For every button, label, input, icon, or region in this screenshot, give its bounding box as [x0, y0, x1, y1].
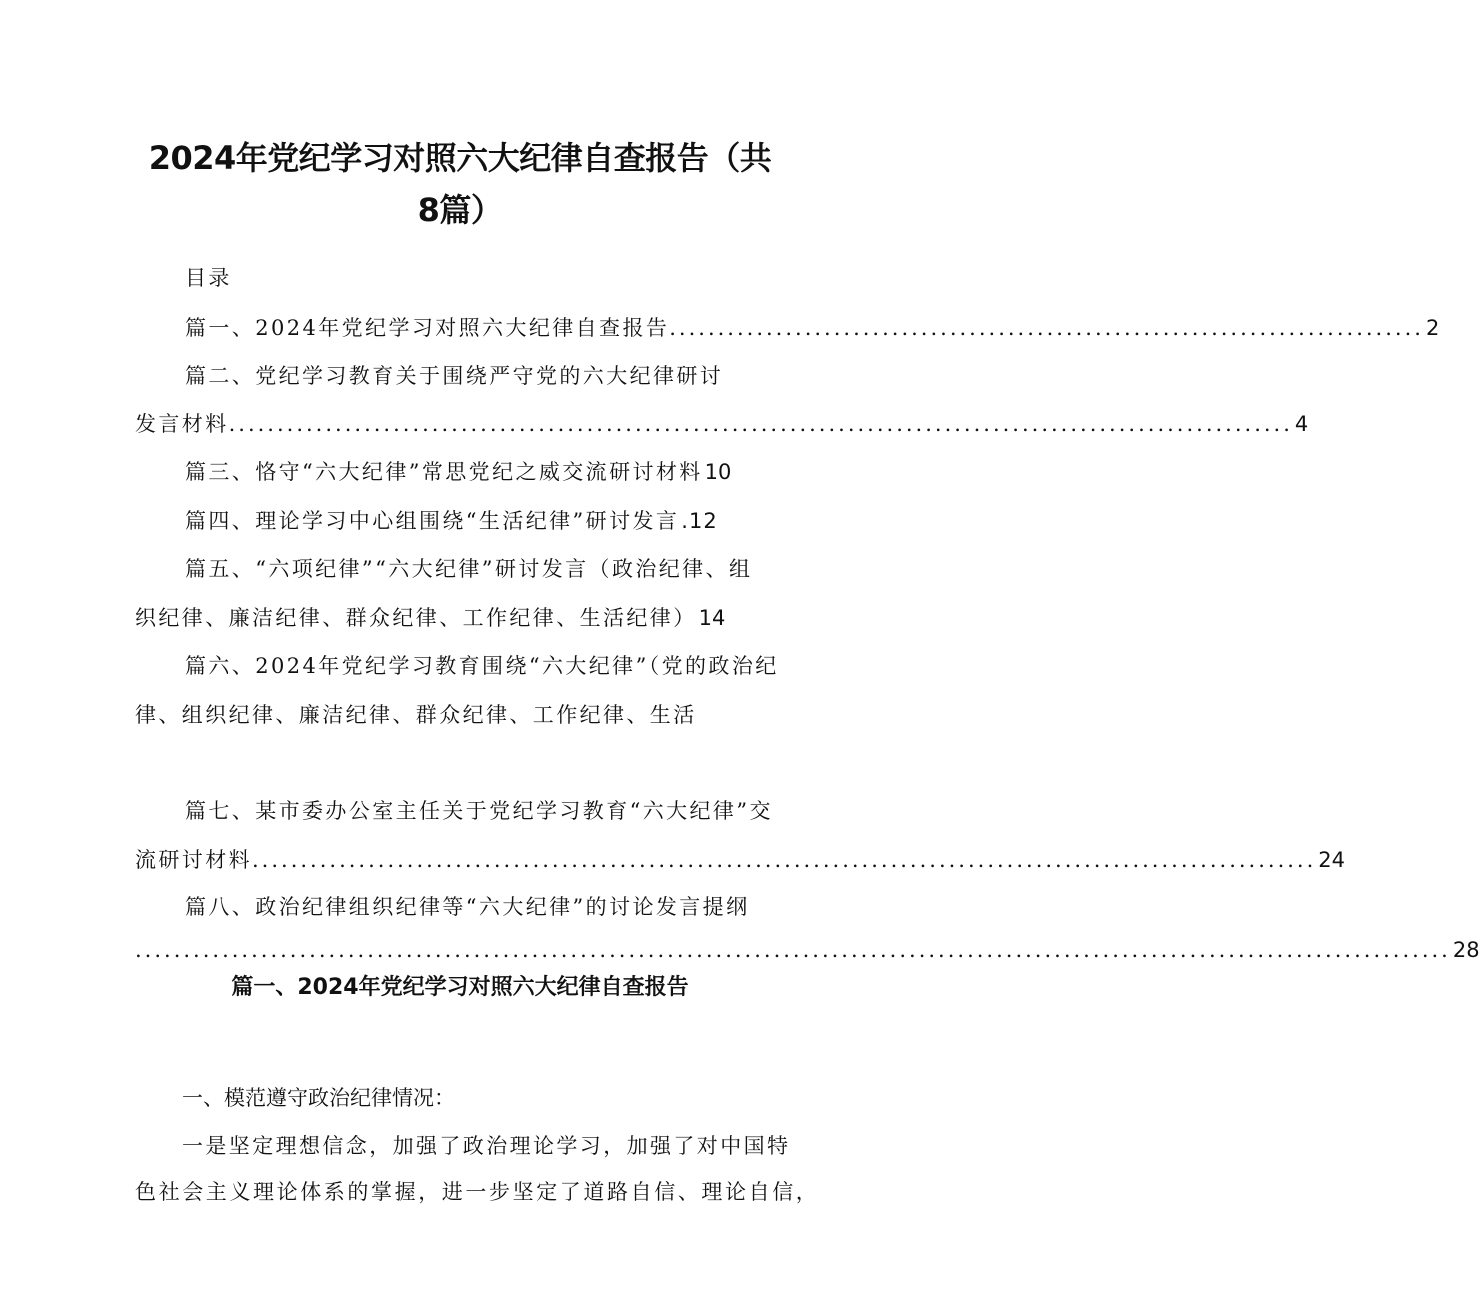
- toc-entry-5[interactable]: [135, 602, 725, 632]
- toc-leader-dots: ..............................................................................................................: [228, 412, 1293, 436]
- document-title: [140, 132, 780, 236]
- toc-entry-3[interactable]: [185, 456, 731, 486]
- section-heading: 篇一、2024年党纪学习对照六大纪律自查报告: [231, 975, 689, 1000]
- toc-entry-title: 篇四、理论学习中心组围绕“生活纪律”研讨发言: [185, 509, 680, 533]
- toc-leader-dots: ..............................................................................................................: [252, 848, 1317, 872]
- title-line-2: 8篇）: [417, 191, 503, 229]
- toc-page-number: 10: [704, 460, 732, 484]
- toc-entry-5-line-1[interactable]: 篇五、“六项纪律”“六大纪律”研讨发言（政治纪律、组: [185, 557, 753, 581]
- toc-entry-title: 织纪律、廉洁纪律、群众纪律、工作纪律、生活纪律）: [135, 606, 697, 630]
- toc-leader-dots: ..............................................................................: [669, 316, 1424, 340]
- toc-entry-title: 发言材料: [135, 412, 229, 436]
- toc-leader-dots: ........................................................................................................................................: [135, 938, 1451, 962]
- title-line-1: 2024年党纪学习对照六大纪律自查报告（共: [148, 139, 772, 177]
- toc-entry-title: 篇三、恪守“六大纪律”常思党纪之威交流研讨材料: [185, 460, 703, 484]
- toc-entry-1[interactable]: [185, 312, 1440, 342]
- toc-entry-title: 篇一、2024年党纪学习对照六大纪律自查报告: [185, 316, 670, 340]
- body-line-2: 色社会主义理论体系的掌握，进一步坚定了道路自信、理论自信，: [135, 1180, 820, 1204]
- toc-page-number: 24: [1318, 848, 1346, 872]
- toc-page-number: 14: [698, 606, 726, 630]
- toc-entry-8[interactable]: [135, 938, 1480, 962]
- toc-entry-8-line-1[interactable]: 篇八、政治纪律组织纪律等“六大纪律”的讨论发言提纲: [185, 895, 750, 919]
- toc-entry-4[interactable]: [185, 505, 718, 535]
- toc-entry-6-line-2[interactable]: 律、组织纪律、廉洁纪律、群众纪律、工作纪律、生活: [135, 703, 697, 727]
- body-line-1: 一是坚定理想信念，加强了政治理论学习，加强了对中国特: [182, 1134, 791, 1158]
- toc-entry-6-line-1[interactable]: 篇六、2024年党纪学习教育围绕“六大纪律”（党的政治纪: [185, 654, 779, 678]
- toc-entry-2[interactable]: [135, 408, 1309, 438]
- toc-entry-2-line-1[interactable]: 篇二、党纪学习教育关于围绕严守党的六大纪律研讨: [185, 364, 724, 388]
- toc-label: 目录: [185, 266, 232, 290]
- toc-page-number: 4: [1294, 412, 1309, 436]
- toc-entry-7[interactable]: [135, 844, 1346, 874]
- toc-entry-title: 流研讨材料: [135, 848, 252, 872]
- toc-page-number: 2: [1425, 316, 1440, 340]
- toc-entry-7-line-1[interactable]: 篇七、某市委办公室主任关于党纪学习教育“六大纪律”交: [185, 799, 773, 823]
- toc-page-number: 28: [1452, 938, 1480, 962]
- toc-page-number: .12: [681, 509, 718, 533]
- subsection-heading: 一、模范遵守政治纪律情况：: [182, 1086, 455, 1110]
